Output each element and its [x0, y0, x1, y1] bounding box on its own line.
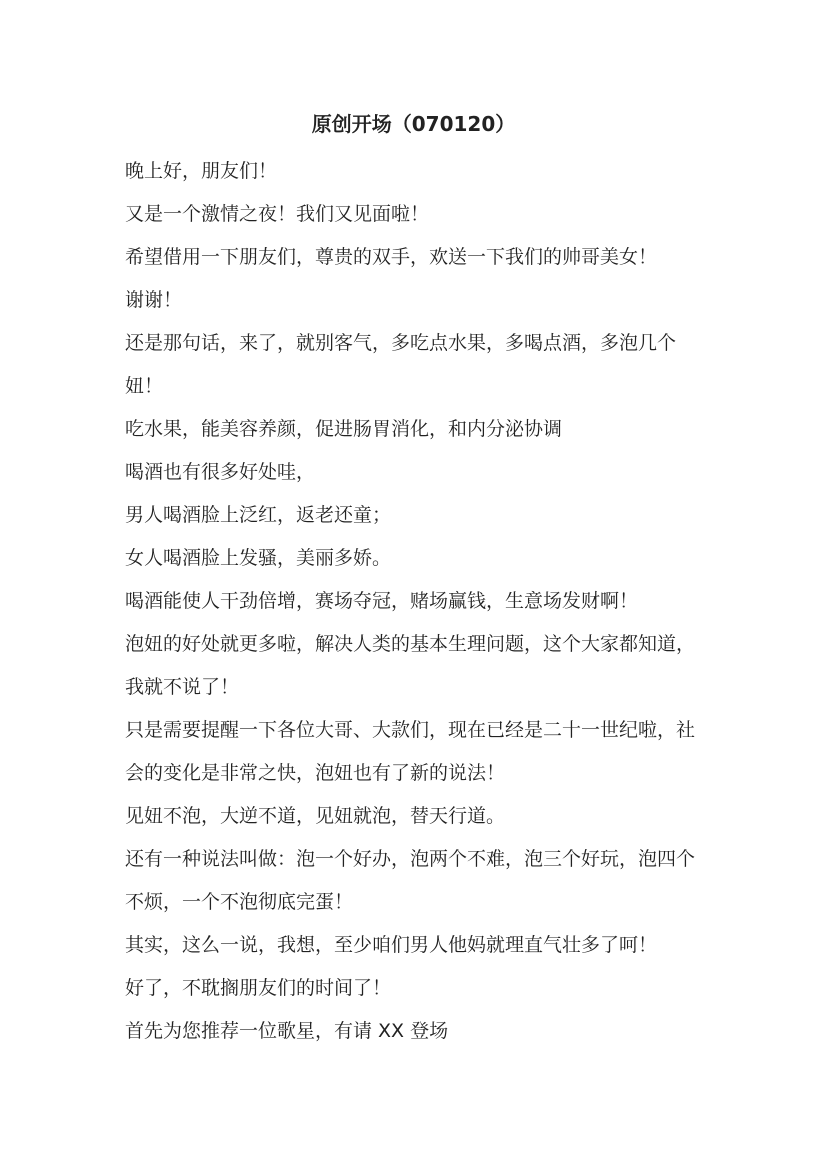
document-title: 原创开场（070120） — [311, 112, 516, 136]
paragraph: 晚上好，朋友们！ — [125, 160, 278, 182]
document-body — [125, 150, 710, 1053]
paragraph: 其实，这么一说，我想，至少咱们男人他妈就理直气壮多了呵！ — [125, 934, 658, 956]
paragraph: 还有一种说法叫做：泡一个好办，泡两个不难，泡三个好玩，泡四个不烦，一个不泡彻底完蛋！ — [125, 848, 696, 913]
paragraph: 男人喝酒脸上泛红，返老还童； — [125, 504, 392, 526]
paragraph: 吃水果，能美容养颜，促进肠胃消化，和内分泌协调 — [125, 418, 563, 440]
paragraph: 喝酒能使人干劲倍增，赛场夺冠，赌场赢钱，生意场发财啊！ — [125, 590, 639, 612]
paragraph: 泡妞的好处就更多啦，解决人类的基本生理问题，这个大家都知道，我就不说了！ — [125, 633, 696, 698]
paragraph: 喝酒也有很多好处哇， — [125, 461, 316, 483]
paragraph: 还是那句话，来了，就别客气，多吃点水果，多喝点酒，多泡几个妞！ — [125, 332, 677, 397]
paragraph: 希望借用一下朋友们，尊贵的双手，欢送一下我们的帅哥美女！ — [125, 246, 658, 268]
paragraph: 又是一个激情之夜！我们又见面啦！ — [125, 203, 430, 225]
paragraph: 女人喝酒脸上发骚，美丽多娇。 — [125, 547, 392, 569]
paragraph: 只是需要提醒一下各位大哥、大款们，现在已经是二十一世纪啦，社会的变化是非常之快，泡妞也有了新的说法！ — [125, 719, 696, 784]
paragraph: 首先为您推荐一位歌星，有请 XX 登场 — [125, 1020, 449, 1042]
paragraph: 好了，不耽搁朋友们的时间了！ — [125, 977, 392, 999]
paragraph: 谢谢！ — [125, 289, 183, 311]
paragraph: 见妞不泡，大逆不道，见妞就泡，替天行道。 — [125, 805, 506, 827]
